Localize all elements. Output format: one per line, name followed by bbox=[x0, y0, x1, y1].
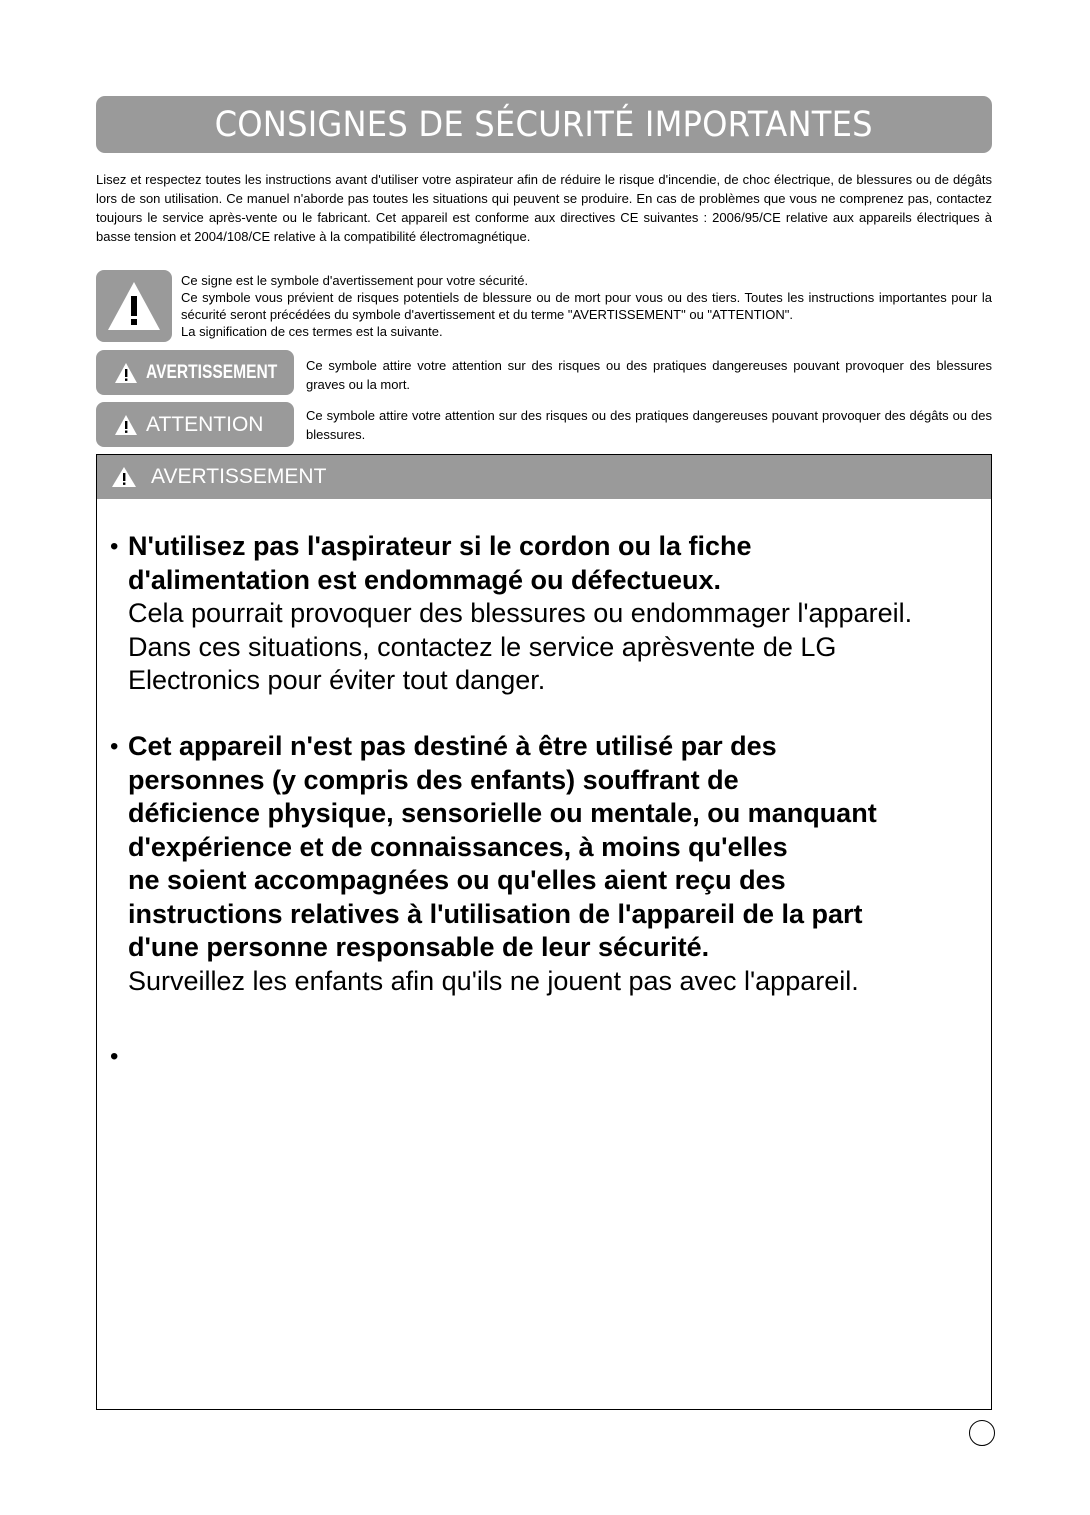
warning-box-title: AVERTISSEMENT bbox=[151, 465, 327, 488]
warning-triangle-icon bbox=[114, 414, 138, 436]
warning-item-2-bold-1: Cet appareil n'est pas destiné à être utilisé par des bbox=[128, 731, 777, 761]
warning-item-2-bold-6: instructions relatives à l'utilisation de l'appareil de la part bbox=[128, 898, 863, 929]
safety-symbol-box bbox=[96, 270, 172, 342]
warning-item-1-text-2: Dans ces situations, contactez le service aprèsvente de LG bbox=[128, 631, 837, 662]
warning-item-2-bold-4: d'expérience et de connaissances, à moins qu'elles bbox=[128, 831, 788, 862]
caution-definition: Ce symbole attire votre attention sur des risques ou des pratiques dangereuses pouvant provoquer des dégâts ou des blessures. bbox=[306, 408, 992, 442]
symbol-line-2: Ce symbole vous prévient de risques potentiels de blessure ou de mort pour vous ou des tiers. Toutes les instructions importantes pour la sécurité seront précédées du symbole d'avertissement et du terme "AVERTISSEMENT" ou "ATTENTION". bbox=[181, 290, 992, 322]
warning-item-1-text-1: Cela pourrait provoquer des blessures ou endommager l'appareil. bbox=[128, 598, 913, 628]
warning-triangle-icon bbox=[111, 466, 137, 488]
warning-item-1-bold-1: N'utilisez pas l'aspirateur si le cordon ou la fiche bbox=[128, 531, 752, 561]
symbol-description bbox=[181, 272, 992, 340]
warning-triangle-icon bbox=[106, 278, 162, 334]
warning-item-2-bold-7: d'une personne responsable de leur sécurité. bbox=[128, 932, 710, 962]
warning-item-2-bold-5: ne soient accompagnées ou qu'elles aient reçu des bbox=[128, 865, 786, 895]
bullet-marker: • bbox=[110, 733, 119, 760]
caution-badge-label: ATTENTION bbox=[146, 412, 264, 436]
intro-paragraph: Lisez et respectez toutes les instructions avant d'utiliser votre aspirateur afin de réduire le risque d'incendie, de choc électrique, de blessures ou de dégâts lors de son utilisation. Ce manuel n'aborde pas toutes les situations qui peuvent se produire. En cas de problèmes que vous ne comprenez pas, contactez toujours le service après-vente ou le fabricant. Cet appareil est conforme aux directives CE suivantes : 2006/95/CE relative aux appareils électriques à basse tension et 2004/108/CE relative à la compatibilité électromagnétique. bbox=[96, 172, 992, 244]
bullet-marker: • bbox=[110, 1043, 119, 1070]
warning-item-2-text-1: Surveillez les enfants afin qu'ils ne jouent pas avec l'appareil. bbox=[128, 965, 859, 996]
warning-box-header bbox=[97, 455, 991, 499]
warning-item-1-text-3: Electronics pour éviter tout danger. bbox=[128, 665, 546, 695]
warning-item-1-bold-2: d'alimentation est endommagé ou défectueux. bbox=[128, 564, 722, 595]
page-number-circle bbox=[969, 1420, 995, 1446]
symbol-line-3: La signification de ces termes est la suivante. bbox=[181, 324, 443, 339]
title-banner bbox=[96, 96, 992, 153]
warning-triangle-icon bbox=[114, 362, 138, 384]
warning-item-2 bbox=[97, 730, 987, 998]
warning-box bbox=[96, 454, 992, 1410]
warning-item-1 bbox=[97, 530, 987, 698]
warning-badge bbox=[96, 350, 294, 395]
bullet-marker: • bbox=[110, 533, 119, 560]
warning-item-2-bold-3: déficience physique, sensorielle ou mentale, ou manquant bbox=[128, 798, 877, 828]
warning-item-2-bold-2: personnes (y compris des enfants) souffrant de bbox=[128, 764, 739, 795]
symbol-line-1: Ce signe est le symbole d'avertissement pour votre sécurité. bbox=[181, 273, 529, 288]
warning-definition: Ce symbole attire votre attention sur des risques ou des pratiques dangereuses pouvant provoquer des blessures graves ou la mort. bbox=[306, 358, 992, 392]
page-title: CONSIGNES DE SÉCURITÉ IMPORTANTES bbox=[214, 104, 874, 145]
warning-badge-label: AVERTISSEMENT bbox=[146, 361, 278, 383]
caution-badge bbox=[96, 402, 294, 447]
